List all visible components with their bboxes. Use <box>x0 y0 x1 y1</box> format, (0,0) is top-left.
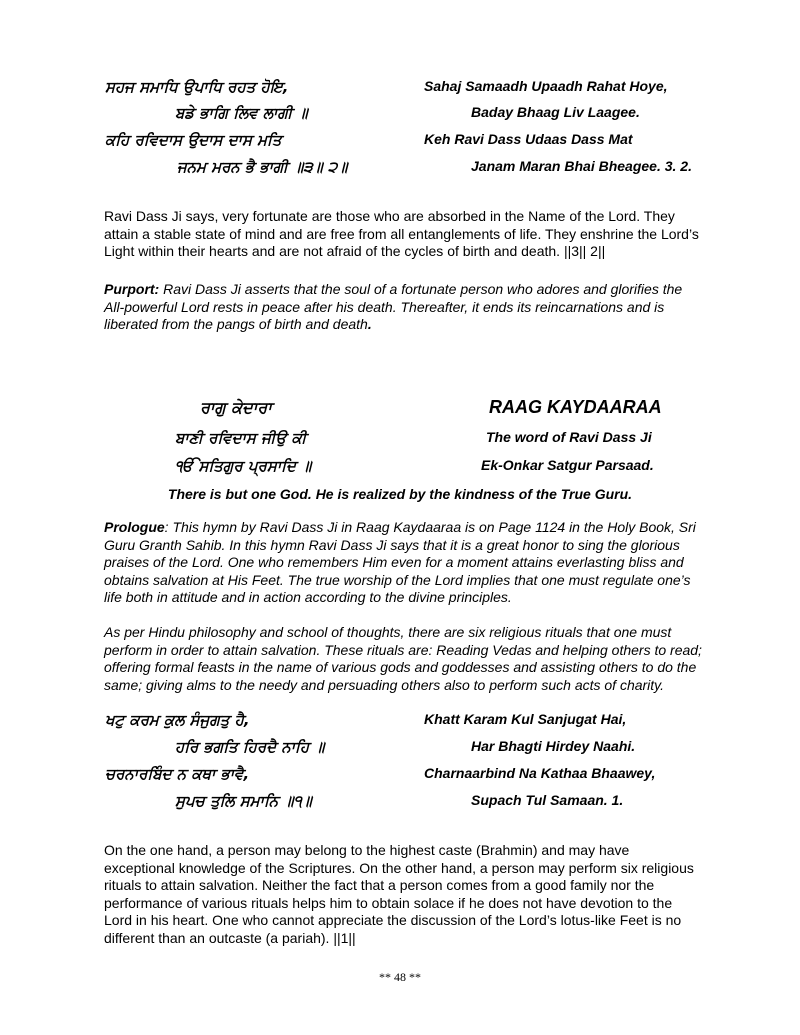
transliteration-line: Khatt Karam Kul Sanjugat Hai, <box>424 711 627 727</box>
page-number: ** 48 ** <box>379 970 421 984</box>
meaning-paragraph: On the one hand, a person may belong to the highest caste (Brahmin) and may have exceptional knowledge of the Scriptures. On the other hand, a person may perform six religious rituals to attain salvation. Neither the fact that a person comes from a good family nor the performance of various rituals helps him to obtain solace if he does not have devotion to the Lord in his heart. One who cannot appreciate the discussion of the Lord’s lotus-like Feet is no different than an outcaste (a pariah). ||1|| <box>104 842 694 946</box>
centered-statement: There is but one God. He is realized by the kindness of the True Guru. <box>167 486 633 502</box>
prologue-label: Prologue <box>104 519 165 535</box>
transliteration-line: Keh Ravi Dass Udaas Dass Mat <box>424 131 633 147</box>
transliteration-line: Sahaj Samaadh Upaadh Rahat Hoye, <box>424 78 668 94</box>
gurmukhi-raag-title: ਰਾਗੁ ਕੇਦਾਰਾ <box>200 398 272 417</box>
transliteration-line: Har Bhagti Hirdey Naahi. <box>471 738 636 754</box>
purport-end: . <box>367 316 372 332</box>
transliteration-line: Supach Tul Samaan. 1. <box>471 792 624 808</box>
explanation-paragraph: Ravi Dass Ji says, very fortunate are those who are absorbed in the Name of the Lord. They attain a stable state of mind and are free from all entanglements of life. They enshrine the Lord’s Light within their hearts and are not afraid of the cycles of birth and death. ||3|| 2|| <box>104 208 699 259</box>
transliteration-line: Janam Maran Bhai Bheagee. 3. 2. <box>471 158 692 174</box>
prologue-paragraph <box>104 519 704 607</box>
gurmukhi-line: ਹਰਿ ਭਗਤਿ ਹਿਰਦੈ ਨਾਹਿ ॥ <box>175 738 325 756</box>
raag-title: RAAG KAYDAARAA <box>489 397 662 417</box>
purport-label: Purport: <box>104 281 160 297</box>
gurmukhi-line: ਸਹਜ ਸਮਾਧਿ ਉਪਾਧਿ ਰਹਤ ਹੋਇ, <box>105 78 289 96</box>
gurmukhi-line: ਚਰਨਾਰਬਿੰਦ ਨ ਕਥਾ ਭਾਵੈ, <box>105 765 250 783</box>
gurmukhi-subtitle: ਬਾਣੀ ਰਵਿਦਾਸ ਜੀਉ ਕੀ <box>175 429 307 447</box>
gurmukhi-line: ਬਡੇ ਭਾਗਿ ਲਿਵ ਲਾਗੀ ॥ <box>175 104 308 122</box>
gurmukhi-mool: ੴ ਸਤਿਗੁਰ ਪ੍ਰਸਾਦਿ ॥ <box>175 457 312 475</box>
gurmukhi-line: ਸੁਪਚ ਤੁਲਿ ਸਮਾਨਿ ॥੧॥ <box>175 792 312 810</box>
mool-mantar: Ek-Onkar Satgur Parsaad. <box>481 457 654 473</box>
gurmukhi-line: ਖਟੁ ਕਰਮ ਕੁਲ ਸੰਜੁਗਤੁ ਹੈ, <box>105 711 250 729</box>
rituals-paragraph: As per Hindu philosophy and school of thoughts, there are six religious rituals that one must perform in order to attain salvation. These rituals are: Reading Vedas and helping others to read; offering formal feasts in the name of various gods and goddesses and assisting others to do the same; giving alms to the needy and persuading others also to perform such acts of charity. <box>104 624 702 693</box>
purport-text: Ravi Dass Ji asserts that the soul of a fortunate person who adores and glorifies the All-powerful Lord rests in peace after his death. Thereafter, it ends its reincarnations and is liberated from the pangs of birth and death <box>104 281 683 332</box>
gurmukhi-line: ਜਨਮ ਮਰਨ ਭੈ ਭਾਗੀ ॥੩॥ ੨॥ <box>177 158 348 176</box>
purport-paragraph <box>104 281 704 334</box>
gurmukhi-line: ਕਹਿ ਰਵਿਦਾਸ ਉਦਾਸ ਦਾਸ ਮਤਿ <box>105 131 282 149</box>
prologue-text: : This hymn by Ravi Dass Ji in Raag Kaydaaraa is on Page 1124 in the Holy Book, Sri Guru Granth Sahib. In this hymn Ravi Dass Ji says that it is a great honor to sing the glorious praises of the Lord. One who remembers Him even for a moment attains everlasting bliss and obtains salvation at His Feet. The true worship of the Lord implies that one must regulate one’s life both in attitude and in action according to the divine principles. <box>104 519 696 605</box>
transliteration-line: Baday Bhaag Liv Laagee. <box>471 104 640 120</box>
transliteration-line: Charnaarbind Na Kathaa Bhaawey, <box>424 765 656 781</box>
raag-subtitle: The word of Ravi Dass Ji <box>486 429 652 445</box>
